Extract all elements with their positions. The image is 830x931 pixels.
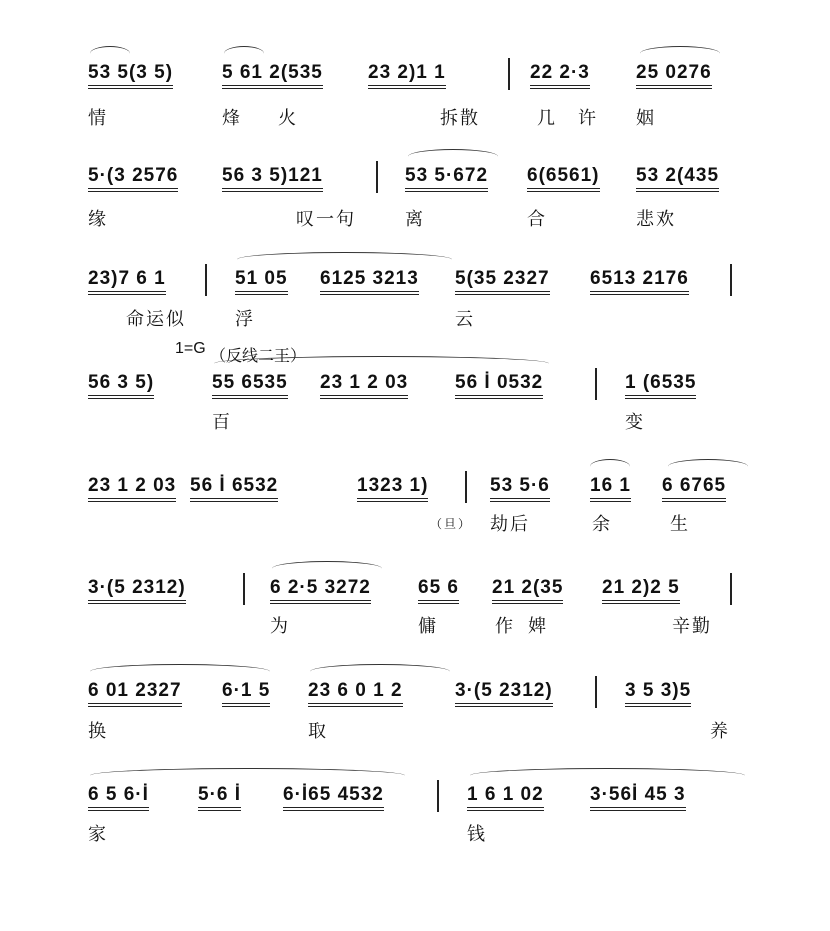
note-group: 55 6535 [212,372,288,399]
note-group: 5·6 İ [198,784,241,811]
lyric-text: 合 [527,209,547,230]
note-group: 5 61 2(535 [222,62,323,89]
slur-mark [668,459,748,474]
bar-line [376,161,378,193]
lyric-text: 百 [212,412,232,433]
note-group: 53 5(3 5) [88,62,173,89]
lyric-text: 生 [670,514,690,535]
slur-mark [224,46,264,61]
lyric-text: 傭 [418,616,438,637]
note-group: 23 1 2 03 [88,475,176,502]
slur-mark [214,356,549,371]
note-group: 1 (6535 [625,372,696,399]
bar-line [730,264,732,296]
lyric-text: 换 [88,721,108,742]
note-group: 21 2(35 [492,577,563,604]
bar-line [508,58,510,90]
bar-line [243,573,245,605]
note-group: 56 3 5)121 [222,165,323,192]
note-group: 56 3 5) [88,372,154,399]
note-group: 3 5 3)5 [625,680,691,707]
note-group: 6 5 6·İ [88,784,149,811]
bar-line [730,573,732,605]
lyric-text: 家 [88,824,108,845]
note-group: 5(35 2327 [455,268,550,295]
bar-line [437,780,439,812]
lyric-text: 余 [592,514,612,535]
note-group: 65 6 [418,577,459,604]
note-group: 53 5·672 [405,165,488,192]
note-group: 56 İ 0532 [455,372,543,399]
slur-mark [90,46,130,61]
lyric-text: 辛勤 [672,616,712,637]
note-group: 3·(5 2312) [88,577,186,604]
note-group: 6·İ65 4532 [283,784,384,811]
lyric-text: 命运似 [126,309,186,330]
lyric-text: 养 [710,721,730,742]
note-group: 6·1 5 [222,680,270,707]
note-group: 53 5·6 [490,475,550,502]
lyric-text: 悲欢 [636,209,676,230]
slur-mark [640,46,720,61]
lyric-text: 几 [537,108,557,129]
slur-mark [470,768,745,783]
key-signature: 1=G [175,340,206,357]
note-group: 6 2·5 3272 [270,577,371,604]
slur-mark [590,459,630,474]
key-note: （反线二王） [210,348,307,365]
lyric-text: （旦） [430,517,473,531]
note-group: 21 2)2 5 [602,577,680,604]
note-group: 5·(3 2576 [88,165,178,192]
note-group: 22 2·3 [530,62,590,89]
note-group: 6 01 2327 [88,680,182,707]
note-group: 1323 1) [357,475,428,502]
slur-mark [90,664,270,679]
note-group: 23 1 2 03 [320,372,408,399]
slur-mark [90,768,405,783]
note-group: 3·(5 2312) [455,680,553,707]
note-group: 6(6561) [527,165,600,192]
lyric-text: 烽 [222,108,242,129]
slur-mark [272,561,382,576]
lyric-text: 许 [578,108,598,129]
bar-line [595,368,597,400]
lyric-text: 情 [88,108,108,129]
lyric-text: 离 [405,209,425,230]
note-group: 23)7 6 1 [88,268,166,295]
note-group: 6125 3213 [320,268,419,295]
slur-mark [310,664,450,679]
lyric-text: 婢 [528,616,548,637]
slur-mark [237,252,452,267]
lyric-text: 缘 [88,209,108,230]
lyric-text: 劫后 [490,514,530,535]
lyric-text: 作 [495,616,515,637]
note-group: 25 0276 [636,62,712,89]
note-group: 23 2)1 1 [368,62,446,89]
lyric-text: 取 [308,721,328,742]
note-group: 16 1 [590,475,631,502]
lyric-text: 叹一句 [296,209,356,230]
lyric-text: 拆散 [440,108,480,129]
lyric-text: 为 [270,616,290,637]
note-group: 6513 2176 [590,268,689,295]
lyric-text: 钱 [467,824,487,845]
note-group: 6 6765 [662,475,726,502]
note-group: 1 6 1 02 [467,784,544,811]
lyric-text: 姻 [636,108,656,129]
note-group: 51 05 [235,268,288,295]
lyric-text: 变 [625,412,645,433]
note-group: 3·56İ 45 3 [590,784,686,811]
bar-line [205,264,207,296]
bar-line [465,471,467,503]
note-group: 53 2(435 [636,165,719,192]
slur-mark [408,149,498,164]
bar-line [595,676,597,708]
lyric-text: 火 [278,108,298,129]
lyric-text: 浮 [235,309,255,330]
note-group: 56 İ 6532 [190,475,278,502]
lyric-text: 云 [455,309,475,330]
note-group: 23 6 0 1 2 [308,680,403,707]
